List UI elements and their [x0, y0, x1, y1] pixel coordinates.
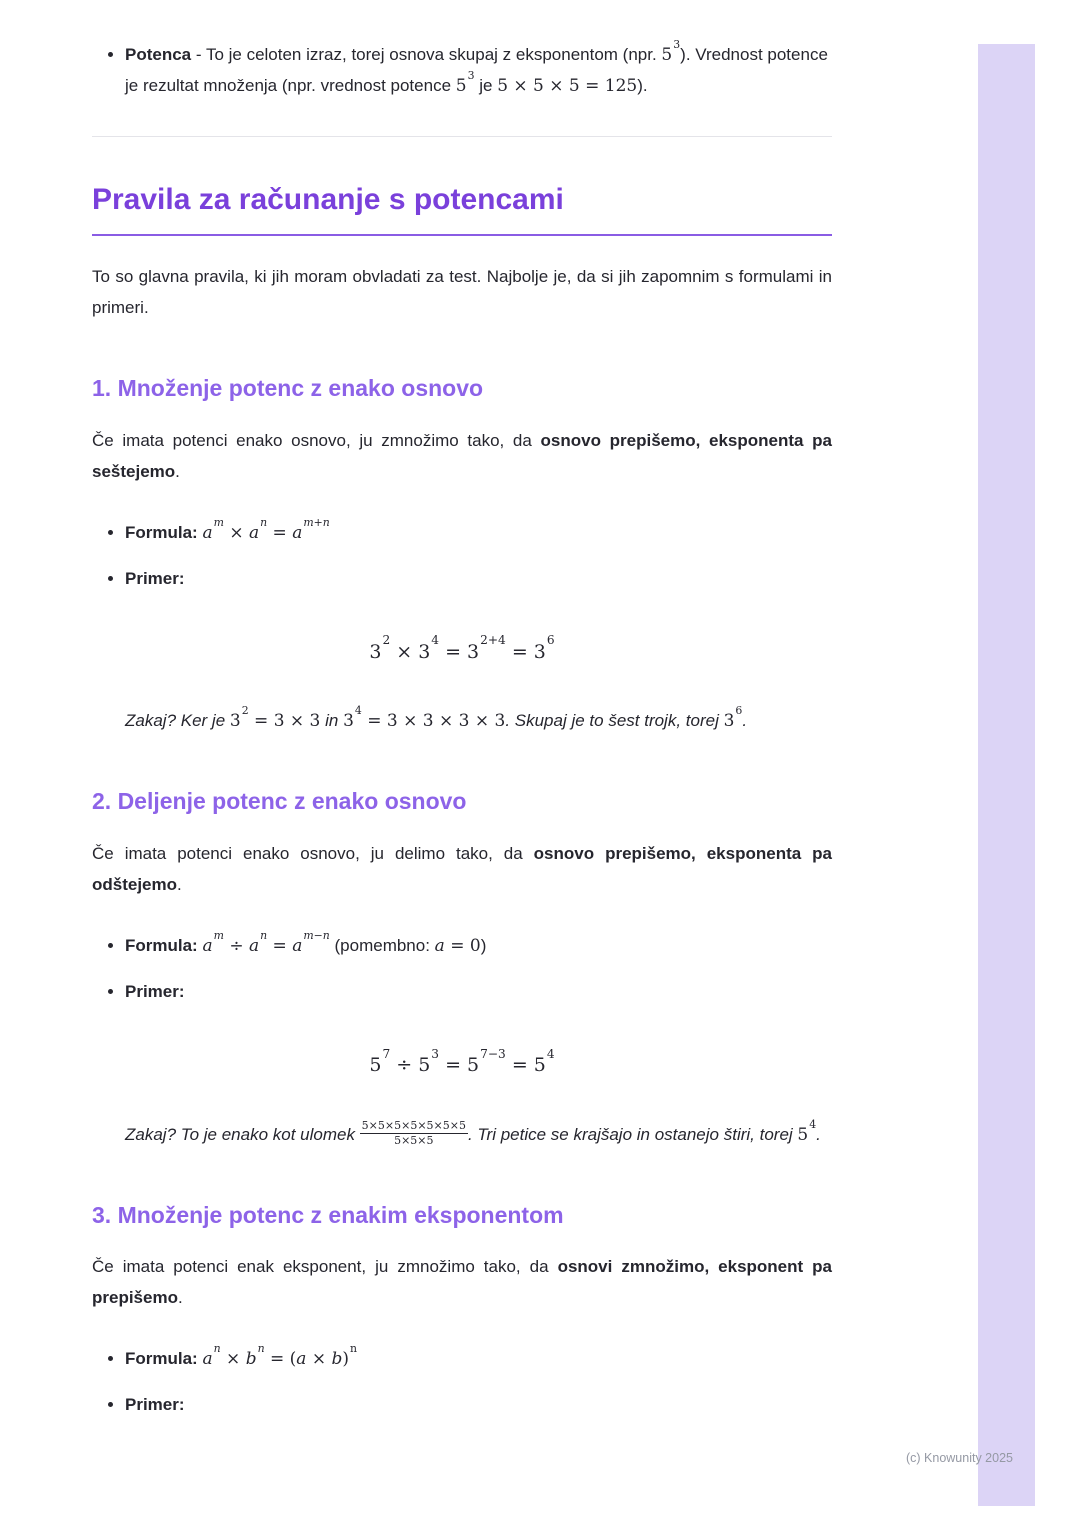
explanation-paragraph: Zakaj? To je enako kot ulomek $\frac{5\times 5\times 5\times 5\times 5\times 5\times 5}{5\times 5\times 5}$ . Tri petice se krajšajo in ostanejo štiri, torej $5^4$.: [125, 1117, 821, 1147]
equation: $3^2 \times 3^4 = 3^{2+4} = 3^6$: [369, 633, 555, 663]
watermark: (c) Knowunity 2025: [905, 1450, 1013, 1465]
section-1-paragraph: Če imata potenci enako osnovo, ju zmnožimo tako, da osnovo prepišemo, eksponenta pa seštejemo.: [92, 431, 832, 482]
equation: $5^7 \div 5^3 = 5^{7-3} = 5^4$: [369, 1046, 555, 1077]
divider: [92, 136, 832, 137]
formula-text: Formula: $a^m \div a^n = a^{m-n}$ (pomembno: a = 0): [125, 929, 487, 957]
section-2-list: [92, 931, 832, 1008]
formula-text: Formula: $a^n \times b^n = (a \times b)^n$: [125, 1342, 358, 1370]
primer-label: Primer:: [125, 1395, 185, 1415]
section-3-title: 3. Množenje potenc z enakim eksponentom: [92, 1201, 564, 1228]
primer-list-item: [125, 1390, 832, 1421]
section-2-title: 2. Deljenje potenc z enako osnovo: [92, 788, 467, 815]
primer-label: Primer:: [125, 982, 185, 1002]
section-multiplication-same-base: [92, 374, 832, 737]
definition-list-item: [125, 37, 832, 102]
explanation-paragraph: Zakaj? Ker je $3^2 = 3 \times 3$ in $3^4 = 3 \times 3 \times 3 \times 3$. Skupaj je to šest trojk, torej $3^6$.: [125, 704, 748, 732]
section-2-paragraph: Če imata potenci enako osnovo, ju delimo tako, da osnovo prepišemo, eksponenta pa odštejemo.: [92, 844, 832, 895]
intro-paragraph: To so glavna pravila, ki jih moram obvladati za test. Najbolje je, da si jih zapomnim s formulami in primeri.: [92, 267, 832, 318]
formula-list-item: [125, 931, 832, 962]
definition-list: [92, 37, 832, 102]
section-3-paragraph: Če imata potenci enak eksponent, ju zmnožimo tako, da osnovi zmnožimo, eksponent pa prepišemo.: [92, 1257, 833, 1308]
definition-text: Potenca - To je celoten izraz, torej osnova skupaj z eksponentom (npr. $5^3$). Vrednost potence je rezultat množenja (npr. vrednost potence $5^3$ je 5 × 5 × 5 = 125).: [125, 37, 828, 96]
formula-list-item: [125, 515, 832, 549]
primer-label: Primer:: [125, 568, 185, 588]
primer-list-item: [125, 564, 832, 595]
scrollbar-track[interactable]: [978, 44, 1035, 1506]
section-multiplication-same-exponent: [92, 1201, 832, 1422]
formula-list-item: [125, 1344, 832, 1375]
section-division-same-base: [92, 787, 832, 1150]
section-3-list: [92, 1344, 832, 1421]
section-1-list: [92, 515, 832, 595]
page-title: Pravila za računanje s potencami: [92, 181, 832, 237]
document-content: [92, 37, 833, 1457]
section-1-title: 1. Množenje potenc z enako osnovo: [92, 375, 484, 402]
formula-text: Formula: $a^m \times a^n = a^{m+n}$: [125, 515, 330, 544]
primer-list-item: [125, 977, 832, 1008]
